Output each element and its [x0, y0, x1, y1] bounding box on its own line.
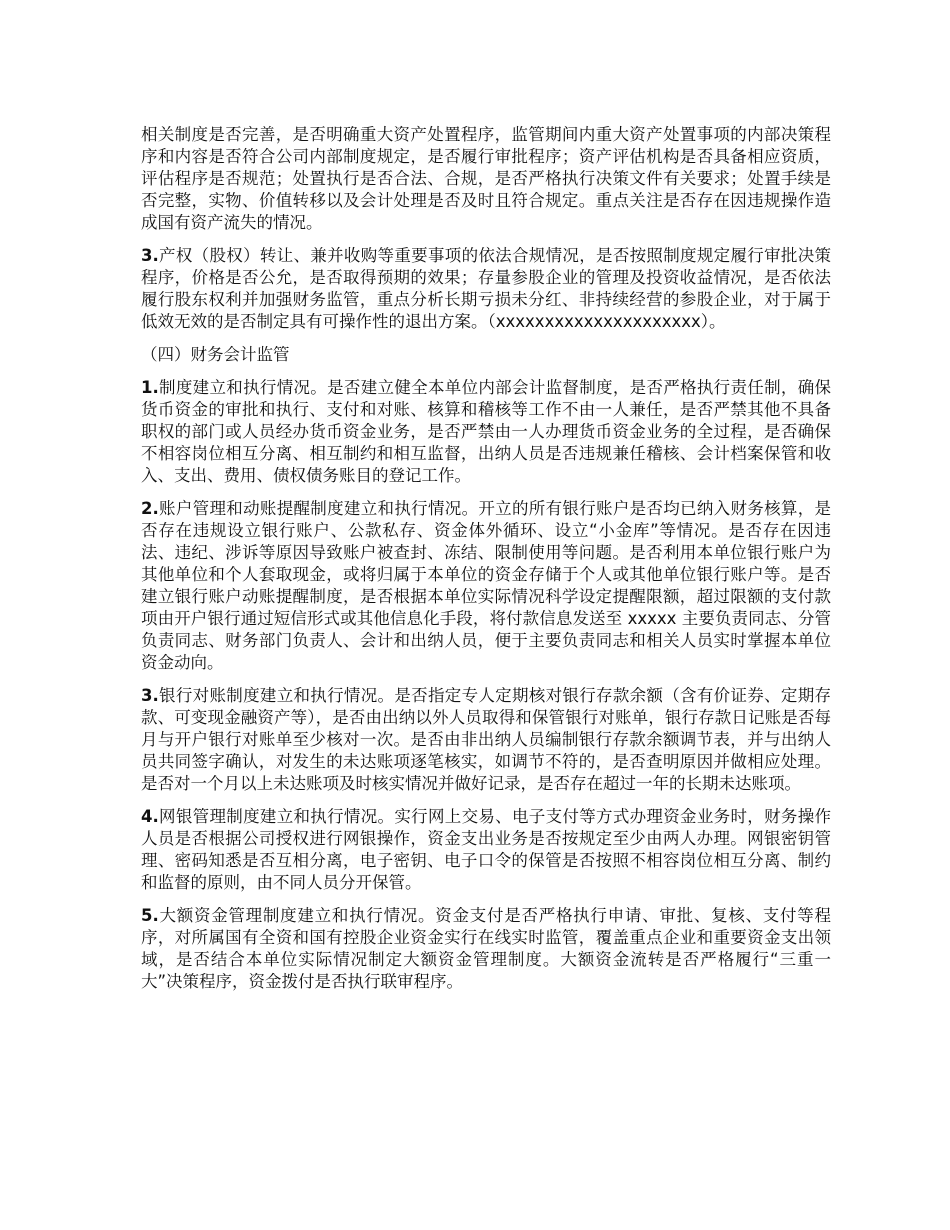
list-item-large-funds [141, 905, 831, 993]
item-number: 5. [141, 906, 159, 925]
item-number: 4. [141, 807, 159, 826]
section-heading-financial-supervision: （四）财务会计监管 [141, 345, 290, 364]
paragraph-asset-disposal [141, 124, 831, 234]
paragraph-text: 产权（股权）转让、兼并收购等重要事项的依法合规情况，是否按照制度规定履行审批决策程序，价格是否公允，是否取得预期的效果；存量参股企业的管理及投资收益情况，是否依法履行股东权利并加强财务监管，重点分析长期亏损未分红、非持续经营的参股企业，对于属于低效无效的是否制定具有可操作性的退出方案。（xxxxxxxxxxxxxxxxxxxxx）。 [141, 246, 831, 331]
list-item-online-banking [141, 806, 831, 894]
item-text: 网银管理制度建立和执行情况。实行网上交易、电子支付等方式办理资金业务时，财务操作人员是否根据公司授权进行网银操作，资金支出业务是否按规定至少由两人办理。网银密钥管理、密码知悉是否互相分离，电子密钥、电子口令的保管是否按照不相容岗位相互分离、制约和监督的原则，由不同人员分开保管。 [141, 807, 831, 892]
item-text: 大额资金管理制度建立和执行情况。资金支付是否严格执行申请、审批、复核、支付等程序，对所属国有全资和国有控股企业资金实行在线实时监管，覆盖重点企业和重要资金支出领域，是否结合本单位实际情况制定大额资金管理制度。大额资金流转是否严格履行“三重一大”决策程序，资金拨付是否执行联审程序。 [141, 906, 831, 991]
paragraph-number: 3. [141, 246, 159, 265]
item-number: 1. [141, 378, 159, 397]
list-item-account-management [141, 498, 831, 674]
item-number: 3. [141, 686, 159, 705]
paragraph-equity-transfer [141, 245, 831, 333]
item-text: 银行对账制度建立和执行情况。是否指定专人定期核对银行存款余额（含有价证券、定期存款、可变现金融资产等），是否由出纳以外人员取得和保管银行对账单，银行存款日记账是否每月与开户银行对账单至少核对一次。是否由非出纳人员编制银行存款余额调节表，并与出纳人员共同签字确认，对发生的未达账项逐笔核实，如调节不符的，是否查明原因并做相应处理。是否对一个月以上未达账项及时核实情况并做好记录，是否存在超过一年的长期未达账项。 [141, 686, 831, 793]
list-item-system-execution [141, 377, 831, 487]
item-number: 2. [141, 499, 159, 518]
list-item-bank-reconciliation [141, 685, 831, 795]
document-body [141, 124, 831, 1004]
item-text: 账户管理和动账提醒制度建立和执行情况。开立的所有银行账户是否均已纳入财务核算，是否存在违规设立银行账户、公款私存、资金体外循环、设立“小金库”等情况。是否存在因违法、违纪、涉诉等原因导致账户被查封、冻结、限制使用等问题。是否利用本单位银行账户为其他单位和个人套取现金，或将归属于本单位的资金存储于个人或其他单位银行账户等。是否建立银行账户动账提醒制度，是否根据本单位实际情况科学设定提醒限额，超过限额的支付款项由开户银行通过短信形式或其他信息化手段，将付款信息发送至 xxxxx 主要负责同志、分管负责同志、财务部门负责人、会计和出纳人员，便于主要负责同志和相关人员实时掌握本单位资金动向。 [141, 499, 831, 672]
paragraph-text: 相关制度是否完善，是否明确重大资产处置程序，监管期间内重大资产处置事项的内部决策程序和内容是否符合公司内部制度规定，是否履行审批程序；资产评估机构是否具备相应资质，评估程序是否规范；处置执行是否合法、合规，是否严格执行决策文件有关要求；处置手续是否完整，实物、价值转移以及会计处理是否及时且符合规定。重点关注是否存在因违规操作造成国有资产流失的情况。 [141, 125, 831, 232]
item-text: 制度建立和执行情况。是否建立健全本单位内部会计监督制度，是否严格执行责任制，确保货币资金的审批和执行、支付和对账、核算和稽核等工作不由一人兼任，是否严禁其他不具备职权的部门或人员经办货币资金业务，是否严禁由一人办理货币资金业务的全过程，是否确保不相容岗位相互分离、相互制约和相互监督，出纳人员是否违规兼任稽核、会计档案保管和收入、支出、费用、债权债务账目的登记工作。 [141, 378, 831, 485]
